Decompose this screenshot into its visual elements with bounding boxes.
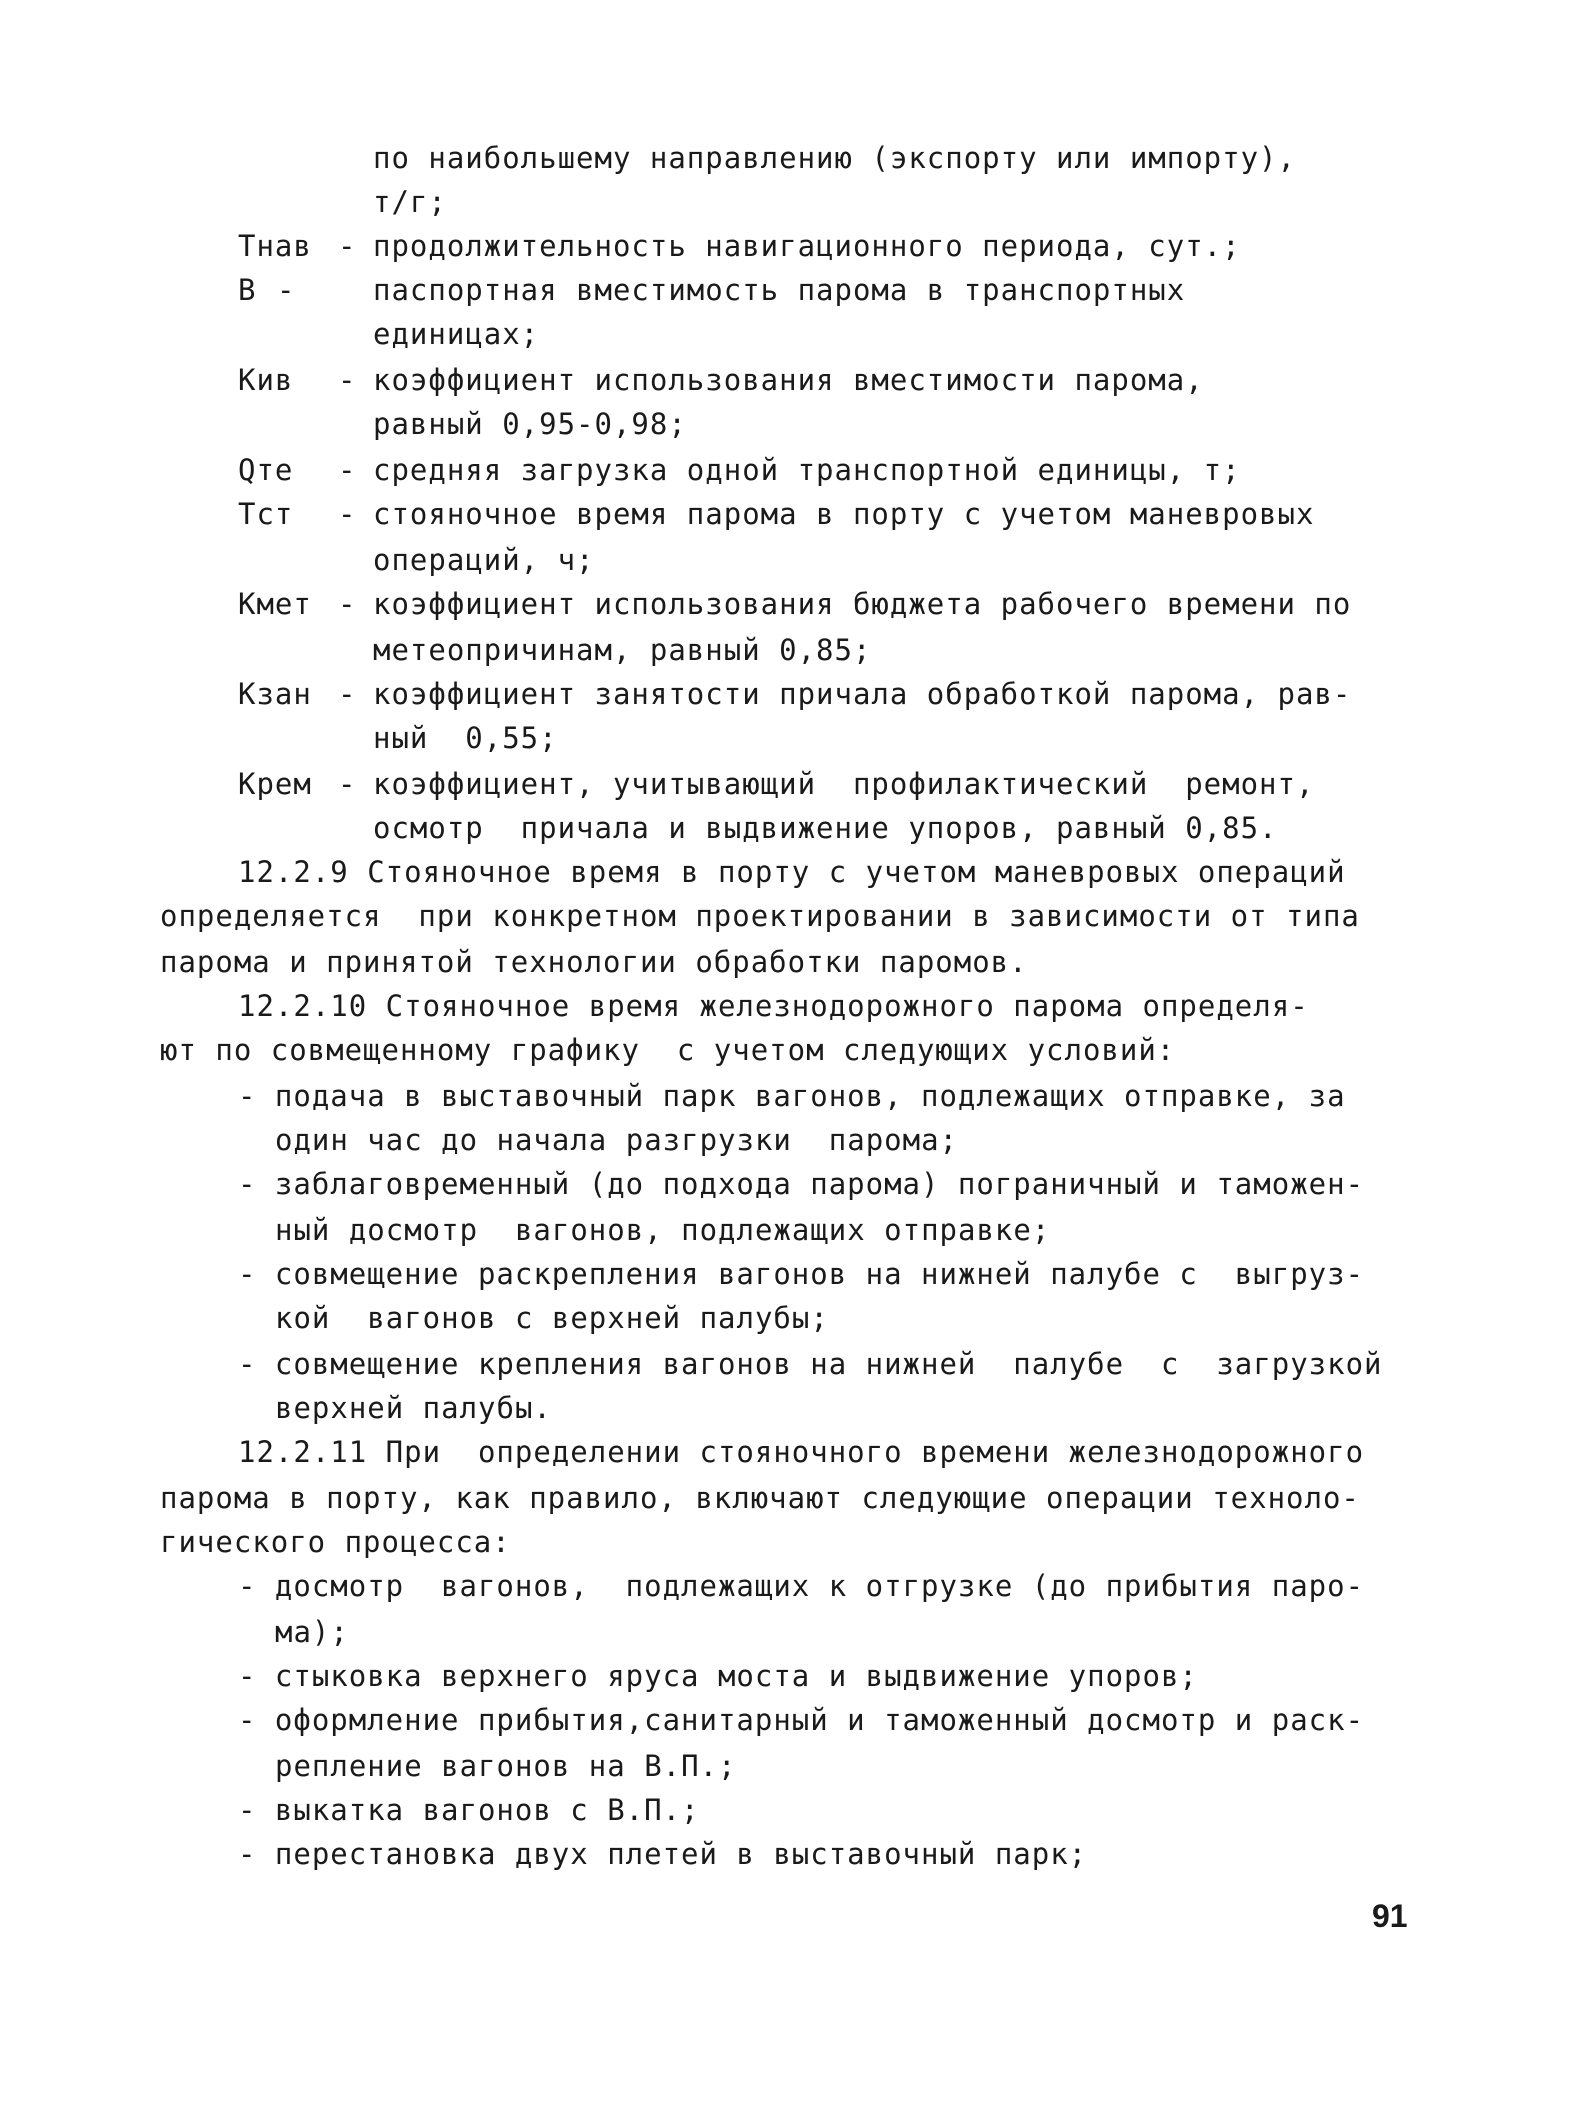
definition-text: коэффициент использования вместимости парома, (373, 363, 1204, 397)
list-item: - заблаговременный (до подхода парома) пограничный и таможен- (238, 1167, 1365, 1201)
definition-dash: - (338, 677, 357, 711)
list-item-continuation: репление вагонов на В.П.; (275, 1749, 737, 1783)
list-item: - выкатка вагонов с В.П.; (238, 1793, 700, 1827)
definition-text: паспортная вместимость парома в транспортных (373, 273, 1186, 307)
definition-dash: - (338, 229, 357, 263)
list-item-continuation: ный досмотр вагонов, подлежащих отправке; (275, 1213, 1051, 1247)
definition-symbol: Тнав (238, 229, 312, 263)
definition-symbol: В (238, 273, 257, 307)
list-item: - досмотр вагонов, подлежащих к отгрузке (до прибытия паро- (238, 1569, 1365, 1603)
definition-text: равный 0,95-0,98; (373, 407, 687, 441)
paragraph-line: определяется при конкретном проектировании в зависимости от типа (160, 899, 1360, 933)
paragraph-line: 12.2.10 Стояночное время железнодорожного парома определя- (238, 989, 1309, 1023)
definition-symbol: Кив (238, 363, 294, 397)
definition-text: операций, ч; (373, 543, 595, 577)
definition-dash: - (338, 453, 357, 487)
definition-symbol: Qте (238, 453, 294, 487)
paragraph-line: 12.2.9 Стояночное время в порту с учетом маневровых операций (238, 855, 1346, 889)
definition-text: ный 0,55; (373, 721, 558, 755)
definition-text: осмотр причала и выдвижение упоров, равный 0,85. (373, 811, 1278, 845)
definition-continuation-line: т/г; (373, 185, 447, 219)
definition-symbol: Крем (238, 767, 312, 801)
list-item: - совмещение раскрепления вагонов на нижней палубе с выгруз- (238, 1257, 1365, 1291)
definition-dash: - (277, 273, 296, 307)
list-item-continuation: кой вагонов с верхней палубы; (275, 1301, 829, 1335)
definition-symbol: Кзан (238, 677, 312, 711)
paragraph-line: парома в порту, как правило, включают следующие операции техноло- (160, 1481, 1360, 1515)
definition-dash: - (338, 497, 357, 531)
definition-text: единицах; (373, 317, 540, 351)
definition-text: метеопричинам, равный 0,85; (373, 633, 872, 667)
paragraph-line: парома и принятой технологии обработки паромов. (160, 945, 1028, 979)
definition-text: стояночное время парома в порту с учетом маневровых (373, 497, 1315, 531)
definition-text: коэффициент, учитывающий профилактический ремонт, (373, 767, 1315, 801)
page-number: 91 (1372, 1898, 1408, 1934)
paragraph-line: 12.2.11 При определении стояночного времени железнодорожного (238, 1435, 1365, 1469)
list-item: - подача в выставочный парк вагонов, подлежащих отправке, за (238, 1079, 1346, 1113)
list-item-continuation: один час до начала разгрузки парома; (275, 1123, 959, 1157)
definition-text: продолжительность навигационного периода, сут.; (373, 229, 1241, 263)
definition-dash: - (338, 363, 357, 397)
definition-text: коэффициент использования бюджета рабочего времени по (373, 587, 1352, 621)
definition-symbol: Кмет (238, 587, 312, 621)
definition-continuation-line: по наибольшему направлению (экспорту или импорту), (373, 141, 1296, 175)
list-item: - совмещение крепления вагонов на нижней палубе с загрузкой (238, 1347, 1383, 1381)
list-item: - перестановка двух плетей в выставочный парк; (238, 1837, 1088, 1871)
list-item: - оформление прибытия,санитарный и таможенный досмотр и раск- (238, 1703, 1365, 1737)
paragraph-line: ют по совмещенному графику с учетом следующих условий: (160, 1033, 1176, 1067)
list-item-continuation: ма); (275, 1615, 349, 1649)
definition-dash: - (338, 767, 357, 801)
definition-text: средняя загрузка одной транспортной единицы, т; (373, 453, 1241, 487)
list-item: - стыковка верхнего яруса моста и выдвижение упоров; (238, 1659, 1198, 1693)
definition-dash: - (338, 587, 357, 621)
list-item-continuation: верхней палубы. (275, 1391, 552, 1425)
paragraph-line: гического процесса: (160, 1525, 511, 1559)
definition-text: коэффициент занятости причала обработкой парома, рав- (373, 677, 1352, 711)
definition-symbol: Тст (238, 497, 294, 531)
